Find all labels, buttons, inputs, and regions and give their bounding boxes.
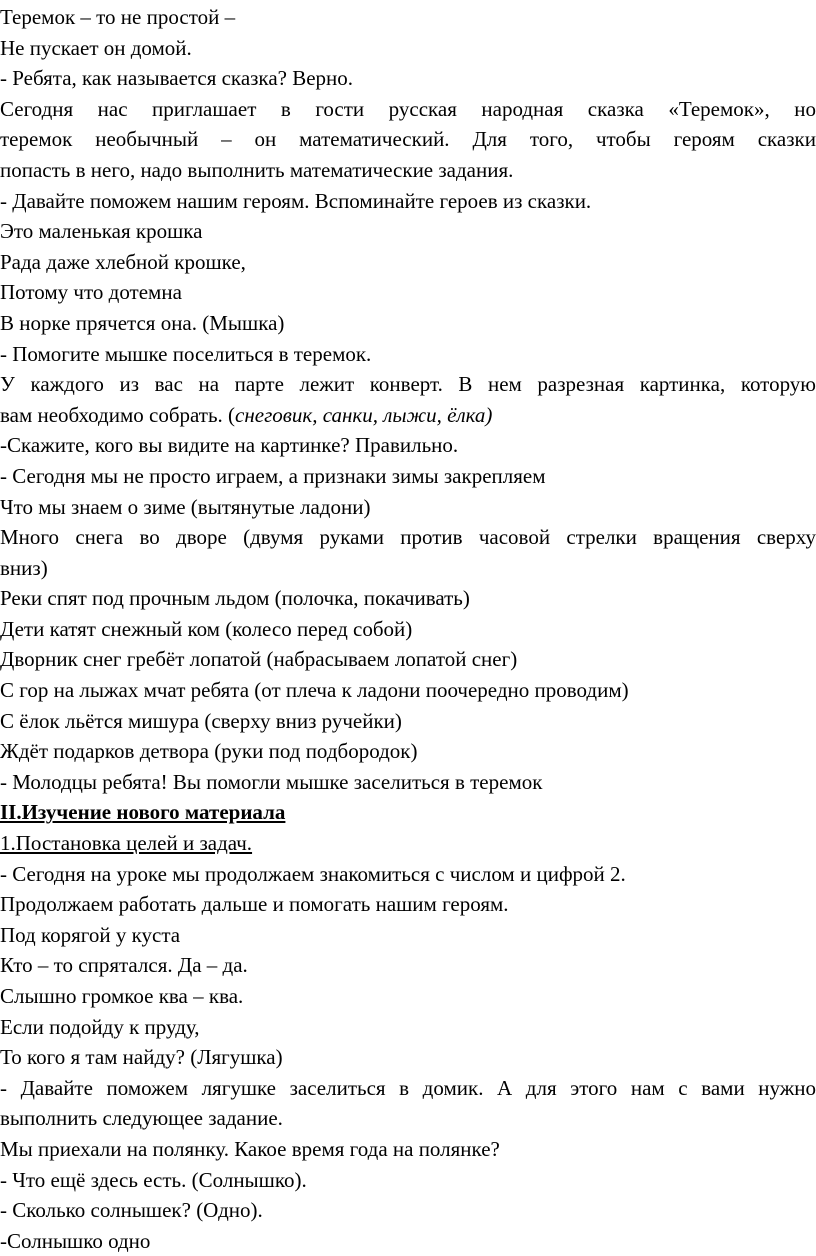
text-line: - Помогите мышке поселиться в теремок.: [0, 341, 372, 366]
subsection-heading: 1.Постановка целей и задач.: [0, 831, 253, 856]
text-line: - Сколько солнышек? (Одно).: [0, 1198, 263, 1223]
text-line: Потому что дотемна: [0, 280, 182, 305]
text-line: С гор на лыжах мчат ребята (от плеча к ладони поочередно проводим): [0, 678, 629, 703]
text-line: Реки спят под прочным льдом (полочка, покачивать): [0, 586, 470, 611]
text-line-mixed: [0, 400, 816, 431]
text-line: Теремок – то не простой –: [0, 5, 236, 29]
text-line: вниз): [0, 555, 48, 580]
text-line-justified: теремок необычный – он математический. Для того, чтобы героям сказки: [0, 127, 816, 152]
text-line: С ёлок льётся мишура (сверху вниз ручейки): [0, 708, 402, 733]
text-line: - Что ещё здесь есть. (Солнышко).: [0, 1167, 307, 1192]
text-line: выполнить следующее задание.: [0, 1106, 283, 1131]
text-line: Что мы знаем о зиме (вытянутые ладони): [0, 494, 371, 519]
text-line: - Сегодня на уроке мы продолжаем знакомиться с числом и цифрой 2.: [0, 861, 626, 886]
text-line: - Молодцы ребята! Вы помогли мышке заселиться в теремок: [0, 769, 543, 794]
text-line-justified: Много снега во дворе (двумя руками против часовой стрелки вращения сверху: [0, 525, 816, 550]
text-line: Ждёт подарков детвора (руки под подбородок): [0, 739, 418, 764]
text-line: Дети катят снежный ком (колесо перед собой): [0, 616, 413, 641]
text-line: Под корягой у куста: [0, 922, 181, 947]
text-line: - Давайте поможем нашим героям. Вспоминайте героев из сказки.: [0, 188, 592, 213]
text-line: Продолжаем работать дальше и помогать нашим героям.: [0, 892, 509, 917]
text-line: -Солнышко одно: [0, 1228, 151, 1253]
text-line: Не пускает он домой.: [0, 35, 192, 60]
text-line: Слышно громкое ква – ква.: [0, 984, 244, 1008]
text-line: Рада даже хлебной крошке,: [0, 249, 246, 274]
text-line: Если подойду к пруду,: [0, 1014, 200, 1039]
text-line: Дворник снег гребёт лопатой (набрасываем лопатой снег): [0, 647, 518, 672]
text-plain: вам необходимо собрать. (: [0, 402, 236, 427]
document-page: [0, 2, 816, 1256]
text-line: Кто – то спрятался. Да – да.: [0, 953, 248, 978]
text-line: Это маленькая крошка: [0, 219, 203, 244]
text-line: - Ребята, как называется сказка? Верно.: [0, 66, 354, 91]
text-line: В норке прячется она. (Мышка): [0, 310, 285, 335]
text-line: - Сегодня мы не просто играем, а признаки зимы закрепляем: [0, 463, 546, 488]
text-line-justified: - Давайте поможем лягушке заселиться в домик. А для этого нам с вами нужно: [0, 1075, 816, 1100]
text-line: -Скажите, кого вы видите на картинке? Правильно.: [0, 433, 459, 458]
text-line: То кого я там найду? (Лягушка): [0, 1045, 283, 1070]
text-line-justified: Сегодня нас приглашает в гости русская народная сказка «Теремок», но: [0, 96, 816, 121]
section-heading: II.Изучение нового материала: [0, 800, 286, 825]
text-line: попасть в него, надо выполнить математические задания.: [0, 157, 514, 182]
text-line-justified: У каждого из вас на парте лежит конверт. В нем разрезная картинка, которую: [0, 372, 816, 397]
text-italic: снеговик, санки, лыжи, ёлка): [235, 402, 493, 427]
text-line: Мы приехали на полянку. Какое время года на полянке?: [0, 1136, 500, 1161]
